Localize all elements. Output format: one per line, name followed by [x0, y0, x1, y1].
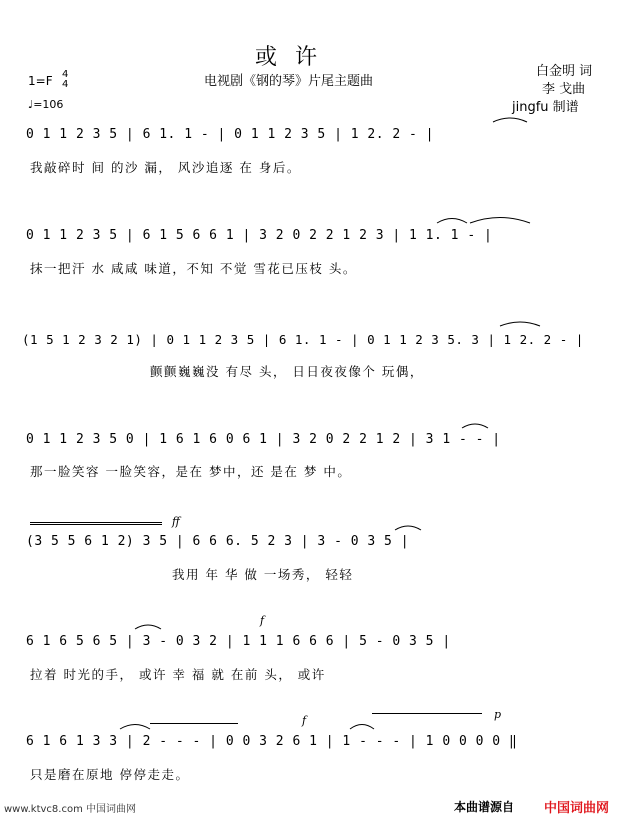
tie-mark [395, 526, 421, 530]
score-line-4-notes: 0 1 1 2 3 5 0 | 1 6 1 6 0 6 1 | 3 2 0 2 2 1 2 | 3 1 - - | [26, 432, 501, 447]
score-line-1-lyrics: 我敲碎时 间 的沙 漏， 风沙追逐 在 身后。 [30, 160, 301, 175]
tie-mark [462, 424, 488, 428]
tempo-value: =106 [33, 98, 64, 111]
dynamic-f-1: f [260, 614, 265, 627]
footer-url: www.ktvc8.com 中国词曲网 [4, 804, 137, 815]
score-line-6-notes: 6 1 6 5 6 5 | 3 - 0 3 2 | 1 1 1 6 6 6 | 5 - 0 3 5 | [26, 634, 451, 649]
score-line-2-notes: 0 1 1 2 3 5 | 6 1 5 6 6 1 | 3 2 0 2 2 1 2 3 | 1 1. 1 - | [26, 228, 493, 243]
score-line-2-lyrics: 抹一把汗 水 咸咸 味道，不知 不觉 雪花已压枝 头。 [30, 261, 357, 276]
score-line-1-notes: 0 1 1 2 3 5 | 6 1. 1 - | 0 1 1 2 3 5 | 1 2. 2 - | [26, 127, 435, 142]
tie-mark [500, 322, 540, 326]
dynamic-f-2: f [302, 714, 307, 727]
score-line-4-lyrics: 那一脸笑容 一脸笑容，是在 梦中，还 是在 梦 中。 [30, 464, 352, 479]
score-line-6-lyrics: 拉着 时光的手， 或许 幸 福 就 在前 头， 或许 [30, 667, 326, 682]
score-line-3-lyrics: 颤颤巍巍没 有尽 头， 日日夜夜像个 玩偶， [150, 364, 424, 379]
score-line-7-notes: 6 1 6 1 3 3 | 2 - - - | 0 0 3 2 6 1 | 1 - - - | 1 0 0 0 0 ‖ [26, 734, 518, 749]
tie-mark [493, 118, 527, 122]
composer-credit: 李 戈曲 [542, 82, 586, 97]
tie-mark [135, 625, 161, 629]
score-line-5-notes: (3 5 5 6 1 2) 3 5 | 6 6 6. 5 2 3 | 3 - 0 3 5 | [26, 534, 410, 549]
transcriber-credit: jingfu 制谱 [512, 100, 579, 115]
song-subtitle: 电视剧《钢的琴》片尾主题曲 [204, 74, 374, 89]
time-signature-top: 4 [62, 69, 69, 80]
tie-mark [120, 725, 150, 730]
footer-site-logo: 中国词曲网 [544, 801, 610, 816]
song-title: 或许 [255, 45, 336, 70]
score-line-5-lyrics: 我用 年 华 做 一场秀， 轻轻 [172, 567, 354, 582]
key-signature: 1=F [28, 74, 53, 88]
quarter-note-icon: ♩ [28, 98, 34, 111]
tie-mark [437, 219, 467, 224]
tie-mark [470, 218, 530, 224]
dynamic-p: p [494, 708, 502, 721]
score-line-7-lyrics: 只是磨在原地 停停走走。 [30, 767, 190, 782]
footer-source-label: 本曲谱源自 [454, 800, 515, 814]
tie-mark [350, 725, 374, 730]
dynamic-ff: ff [172, 515, 180, 528]
time-signature-bottom: 4 [62, 79, 69, 90]
score-line-3-notes: (1 5 1 2 3 2 1) | 0 1 1 2 3 5 | 6 1. 1 - | 0 1 1 2 3 5. 3 | 1 2. 2 - | [22, 332, 584, 347]
lyricist-credit: 白金明 词 [536, 64, 593, 79]
